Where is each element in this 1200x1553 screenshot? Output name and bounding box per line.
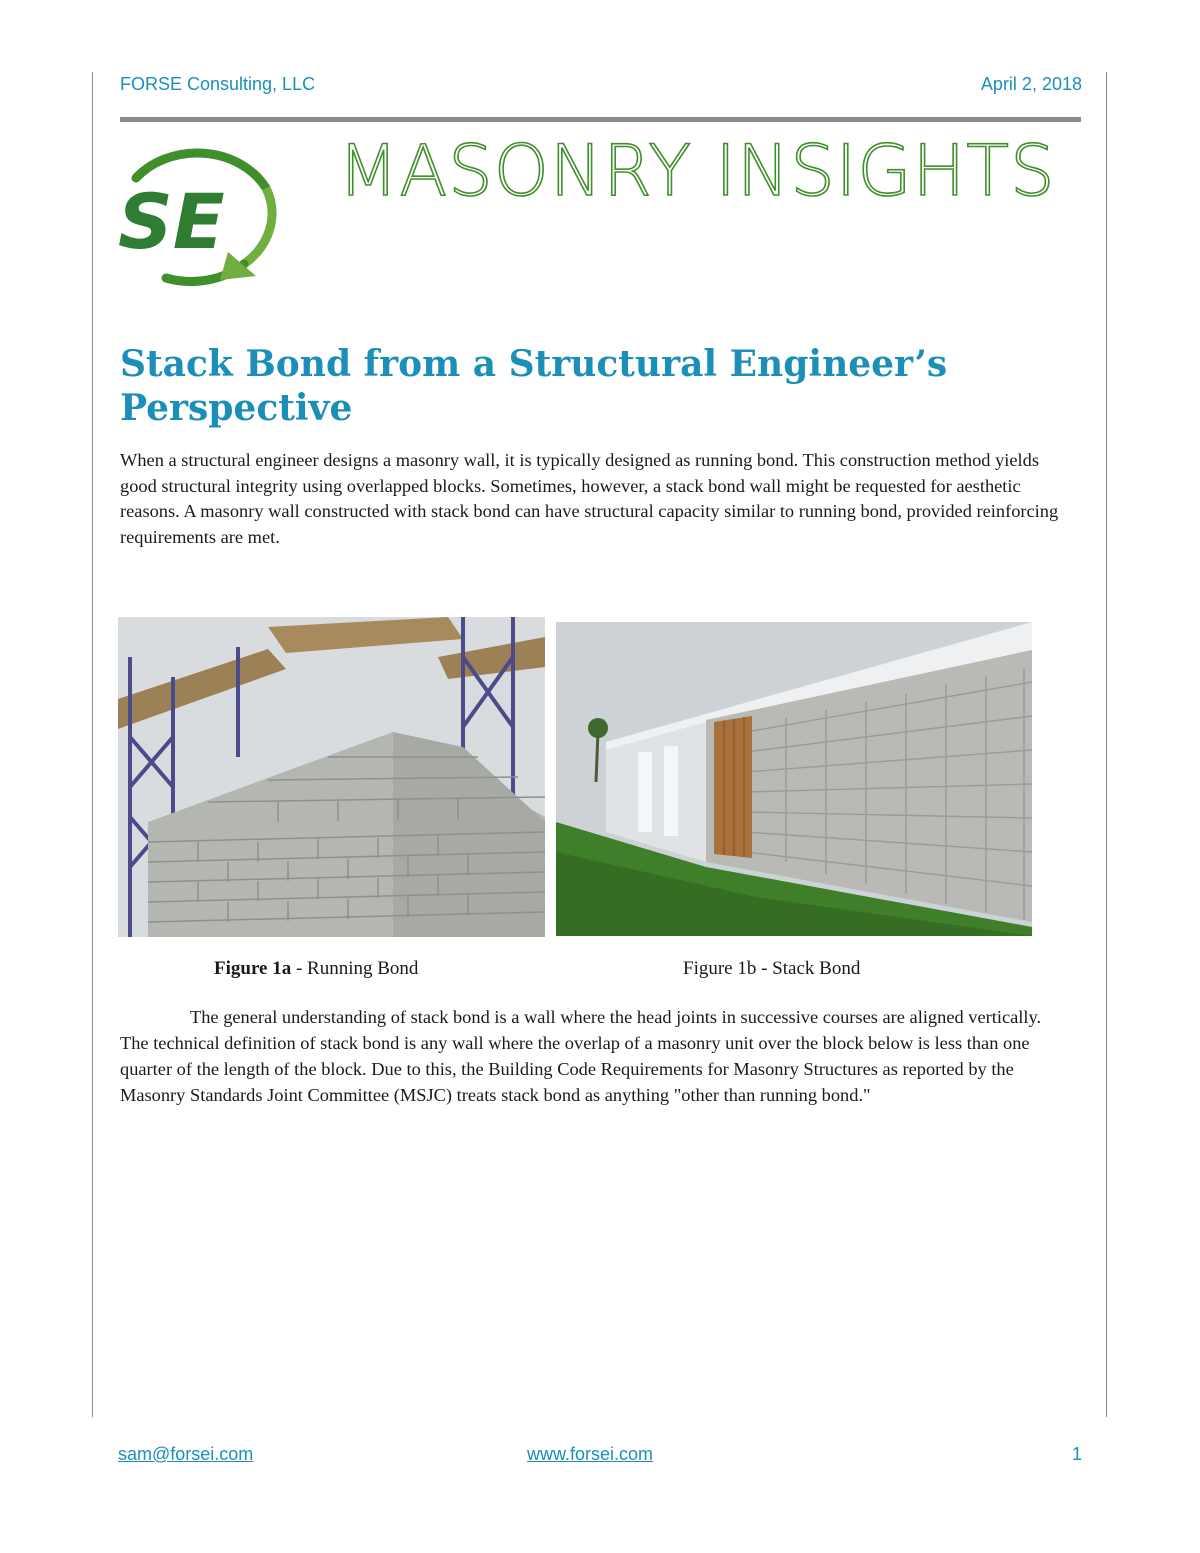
header-date: April 2, 2018 [980, 74, 1082, 94]
figure-1b-label: Figure 1b [683, 958, 757, 979]
logo-text: SE [118, 177, 225, 266]
footer-email-link[interactable]: sam@forsei.com [118, 1444, 254, 1464]
footer-page-number: 1 [1071, 1444, 1082, 1464]
figure-1a-photo [118, 617, 545, 937]
header-company: FORSE Consulting, LLC [120, 74, 316, 94]
figure-1a-text: - Running Bond [291, 958, 419, 979]
figure-1a-label: Figure 1a [214, 958, 292, 979]
figure-1a-caption [214, 958, 418, 980]
figure-1b-photo [556, 622, 1032, 936]
figure-1b-text: - Stack Bond [756, 958, 861, 979]
right-margin-rule [1106, 72, 1107, 1417]
masthead-title: MASONRY INSIGHTS [338, 130, 1056, 212]
footer-website-link[interactable]: www.forsei.com [527, 1444, 654, 1464]
header-divider [120, 117, 1081, 122]
se-logo [116, 146, 286, 286]
left-margin-rule [92, 72, 93, 1417]
body-paragraph: The general understanding of stack bond is a wall where the head joints in successive courses are aligned vertically. The technical definition of stack bond is any wall where the overlap of a masonry unit over the block below is less than one quarter of the length of the block. Due to this, the Building Code Requirements for Masonry Structures as reported by the Masonry Standards Joint Committee (MSJC) treats stack bond as anything "other than running bond." [120, 1007, 1042, 1105]
intro-paragraph: When a structural engineer designs a masonry wall, it is typically designed as running bond. This construction method yields good structural integrity using overlapped blocks. Sometimes, however, a stack bond wall might be requested for aesthetic reasons. A masonry wall constructed with stack bond can have structural capacity similar to running bond, provided reinforcing requirements are met. [120, 450, 1059, 547]
article-title: Stack Bond from a Structural Engineer’s Perspective [120, 343, 948, 429]
figure-1b-caption [683, 958, 860, 980]
